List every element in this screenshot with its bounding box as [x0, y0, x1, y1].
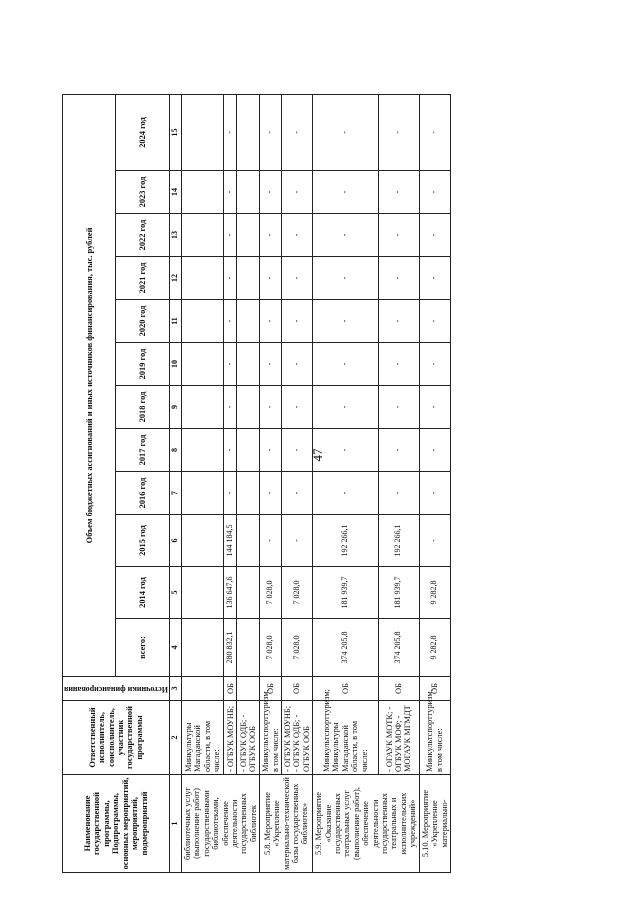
column-number: 6	[169, 515, 181, 567]
header-executor: Ответственный исполнитель, соисполнитель, участник государственной программы	[63, 701, 170, 775]
row-year-value: 136 647,6	[224, 567, 237, 619]
header-year: 2014 год	[116, 567, 170, 619]
header-year: 2023 год	[116, 171, 170, 214]
row-year-value	[237, 257, 260, 300]
row-year-value: 144 184,5	[224, 515, 237, 567]
row-total	[237, 619, 260, 677]
row-executor: Минкультуры Магаданской области, в том числе:	[181, 701, 223, 775]
row-year-value: 181 939,7	[313, 567, 379, 619]
row-year-value: -	[282, 300, 313, 343]
row-year-value: -	[260, 472, 282, 515]
row-year-value: -	[378, 343, 419, 386]
row-year-value	[181, 300, 223, 343]
row-year-value: -	[224, 257, 237, 300]
row-executor: Минкультспорттуризм; Минкультуры Магаданской области, в том числе:	[313, 701, 379, 775]
header-year: 2016 год	[116, 472, 170, 515]
header-total: всего:	[116, 619, 170, 677]
column-number: 2	[169, 701, 181, 775]
row-executor: Минкультспорттуризм, в том числе:	[419, 701, 450, 775]
row-year-value: -	[419, 257, 450, 300]
row-year-value	[237, 567, 260, 619]
column-number: 7	[169, 472, 181, 515]
row-total: 280 832,1	[224, 619, 237, 677]
row-year-value: -	[378, 386, 419, 429]
row-year-value: -	[260, 94, 282, 170]
header-year: 2019 год	[116, 343, 170, 386]
header-source	[63, 677, 170, 701]
row-year-value: -	[378, 257, 419, 300]
row-year-value	[181, 343, 223, 386]
row-year-value: -	[378, 171, 419, 214]
header-year: 2024 год	[116, 94, 170, 170]
row-total: 374 205,8	[378, 619, 419, 677]
row-year-value: -	[224, 343, 237, 386]
row-year-value	[237, 300, 260, 343]
row-year-value: 7 028,0	[282, 567, 313, 619]
row-year-value: -	[419, 214, 450, 257]
row-year-value: -	[260, 515, 282, 567]
row-year-value	[237, 429, 260, 472]
column-number: 1	[169, 775, 181, 873]
row-year-value: -	[224, 300, 237, 343]
header-name: Наименование государственной программы, Подпрограммы, основных мероприятий, мероприятий, подмероприятий	[63, 775, 170, 873]
row-year-value: 192 266,1	[378, 515, 419, 567]
rotated-table-wrapper	[62, 103, 572, 873]
row-year-value: -	[378, 300, 419, 343]
row-year-value: -	[282, 94, 313, 170]
column-number: 5	[169, 567, 181, 619]
row-year-value	[181, 386, 223, 429]
row-year-value: 7 028,0	[260, 567, 282, 619]
table-row	[282, 94, 313, 872]
row-year-value: -	[260, 343, 282, 386]
row-year-value: -	[313, 214, 379, 257]
row-year-value: 181 939,7	[378, 567, 419, 619]
header-year: 2018 год	[116, 386, 170, 429]
table-row	[378, 94, 419, 872]
header-year: 2017 год	[116, 429, 170, 472]
row-year-value: -	[419, 429, 450, 472]
row-year-value: -	[260, 257, 282, 300]
row-year-value	[237, 515, 260, 567]
row-year-value: -	[419, 472, 450, 515]
row-executor: - ОГАУК МОТК; - ОГБУК МОФ; - МОГАУК МГМДТ	[378, 701, 419, 775]
row-year-value: -	[282, 214, 313, 257]
table-row	[419, 94, 450, 872]
row-year-value: -	[224, 94, 237, 170]
row-year-value: -	[378, 429, 419, 472]
row-source: ОБ	[224, 677, 237, 701]
row-executor: - ОГБУК МОУНБ; - ОГБУК ОДБ; - ОГБУК ООБ	[282, 701, 313, 775]
row-year-value	[181, 567, 223, 619]
row-total: 7 028,0	[260, 619, 282, 677]
row-year-value: -	[419, 515, 450, 567]
row-total: 374 205,8	[313, 619, 379, 677]
row-year-value: -	[260, 171, 282, 214]
row-year-value: -	[419, 171, 450, 214]
row-executor: Минкультспорттуризм, в том числе:	[260, 701, 282, 775]
row-year-value	[237, 472, 260, 515]
row-year-value	[237, 171, 260, 214]
row-year-value: -	[224, 386, 237, 429]
column-number: 8	[169, 429, 181, 472]
row-year-value: -	[260, 300, 282, 343]
row-year-value: -	[313, 429, 379, 472]
table-row	[260, 94, 282, 872]
column-number-row	[169, 94, 181, 872]
row-year-value: -	[282, 429, 313, 472]
row-year-value: -	[378, 94, 419, 170]
column-number: 3	[169, 677, 181, 701]
row-year-value: -	[313, 472, 379, 515]
funding-table	[62, 94, 451, 873]
row-year-value: -	[282, 472, 313, 515]
row-name: библиотечных услуг (выполнение работ) государственными библиотеками, обеспечение деятельности государственных библиотек	[181, 775, 259, 873]
row-year-value	[181, 515, 223, 567]
row-year-value	[181, 472, 223, 515]
header-funding-group: Объем бюджетных ассигнований и иных источников финансирования, тыс. рублей	[63, 94, 116, 676]
row-year-value	[237, 94, 260, 170]
column-number: 9	[169, 386, 181, 429]
row-year-value: -	[419, 386, 450, 429]
row-year-value: -	[282, 386, 313, 429]
row-year-value: -	[313, 257, 379, 300]
table-body	[181, 94, 450, 872]
row-year-value: -	[282, 257, 313, 300]
row-name: 5.9. Мероприятие «Оказание государственных театральных услуг (выполнение работ), обеспечение деятельности государственных театральных и исполнительских учреждений»	[313, 775, 419, 873]
header-row-1	[63, 94, 116, 872]
row-year-value: -	[224, 171, 237, 214]
row-year-value: -	[282, 171, 313, 214]
column-number: 11	[169, 300, 181, 343]
row-total: 9 282,8	[419, 619, 450, 677]
table-row	[237, 94, 260, 872]
row-year-value	[181, 94, 223, 170]
header-year: 2021 год	[116, 257, 170, 300]
row-year-value	[181, 257, 223, 300]
row-year-value	[237, 214, 260, 257]
row-year-value: -	[378, 214, 419, 257]
header-source-text: Источники финансирования	[64, 684, 168, 694]
row-source	[237, 677, 260, 701]
row-year-value: -	[282, 343, 313, 386]
row-executor: - ОГБУК ОДБ; - ОГБУК ООБ	[237, 701, 260, 775]
header-year: 2020 год	[116, 300, 170, 343]
header-year: 2022 год	[116, 214, 170, 257]
row-year-value: -	[378, 472, 419, 515]
row-source: ОБ	[313, 677, 379, 701]
page-number-text: 47	[310, 448, 325, 462]
row-year-value	[181, 214, 223, 257]
row-year-value: 192 266,1	[313, 515, 379, 567]
row-name: 5.10. Мероприятие «Укрепление материально-	[419, 775, 450, 873]
header-year: 2015 год	[116, 515, 170, 567]
row-year-value: -	[224, 429, 237, 472]
row-executor: - ОГБУК МОУНБ;	[224, 701, 237, 775]
column-number: 12	[169, 257, 181, 300]
row-year-value	[237, 386, 260, 429]
row-year-value: -	[419, 94, 450, 170]
row-year-value: 9 282,8	[419, 567, 450, 619]
row-year-value: -	[224, 472, 237, 515]
table-row	[224, 94, 237, 872]
row-source: ОБ	[378, 677, 419, 701]
row-year-value: -	[313, 300, 379, 343]
row-total: 7 028,0	[282, 619, 313, 677]
row-year-value: -	[313, 171, 379, 214]
column-number: 10	[169, 343, 181, 386]
row-year-value	[181, 429, 223, 472]
row-year-value: -	[224, 214, 237, 257]
row-year-value	[237, 343, 260, 386]
row-source	[181, 677, 223, 701]
row-source: ОБ	[419, 677, 450, 701]
row-year-value: -	[313, 343, 379, 386]
column-number: 14	[169, 171, 181, 214]
column-number: 13	[169, 214, 181, 257]
row-year-value: -	[313, 94, 379, 170]
row-year-value: -	[260, 429, 282, 472]
column-number: 4	[169, 619, 181, 677]
row-total	[181, 619, 223, 677]
row-year-value: -	[260, 214, 282, 257]
row-source: ОБ	[282, 677, 313, 701]
row-year-value: -	[419, 343, 450, 386]
row-year-value: -	[313, 386, 379, 429]
row-year-value: -	[282, 515, 313, 567]
row-year-value: -	[419, 300, 450, 343]
table-row	[181, 94, 223, 872]
row-year-value: -	[260, 386, 282, 429]
table-row	[313, 94, 379, 872]
row-source: ОБ	[260, 677, 282, 701]
row-name: 5.8. Мероприятие «Укрепление материально-технической базы государственных библиотек»	[260, 775, 313, 873]
row-year-value	[181, 171, 223, 214]
column-number: 15	[169, 94, 181, 170]
